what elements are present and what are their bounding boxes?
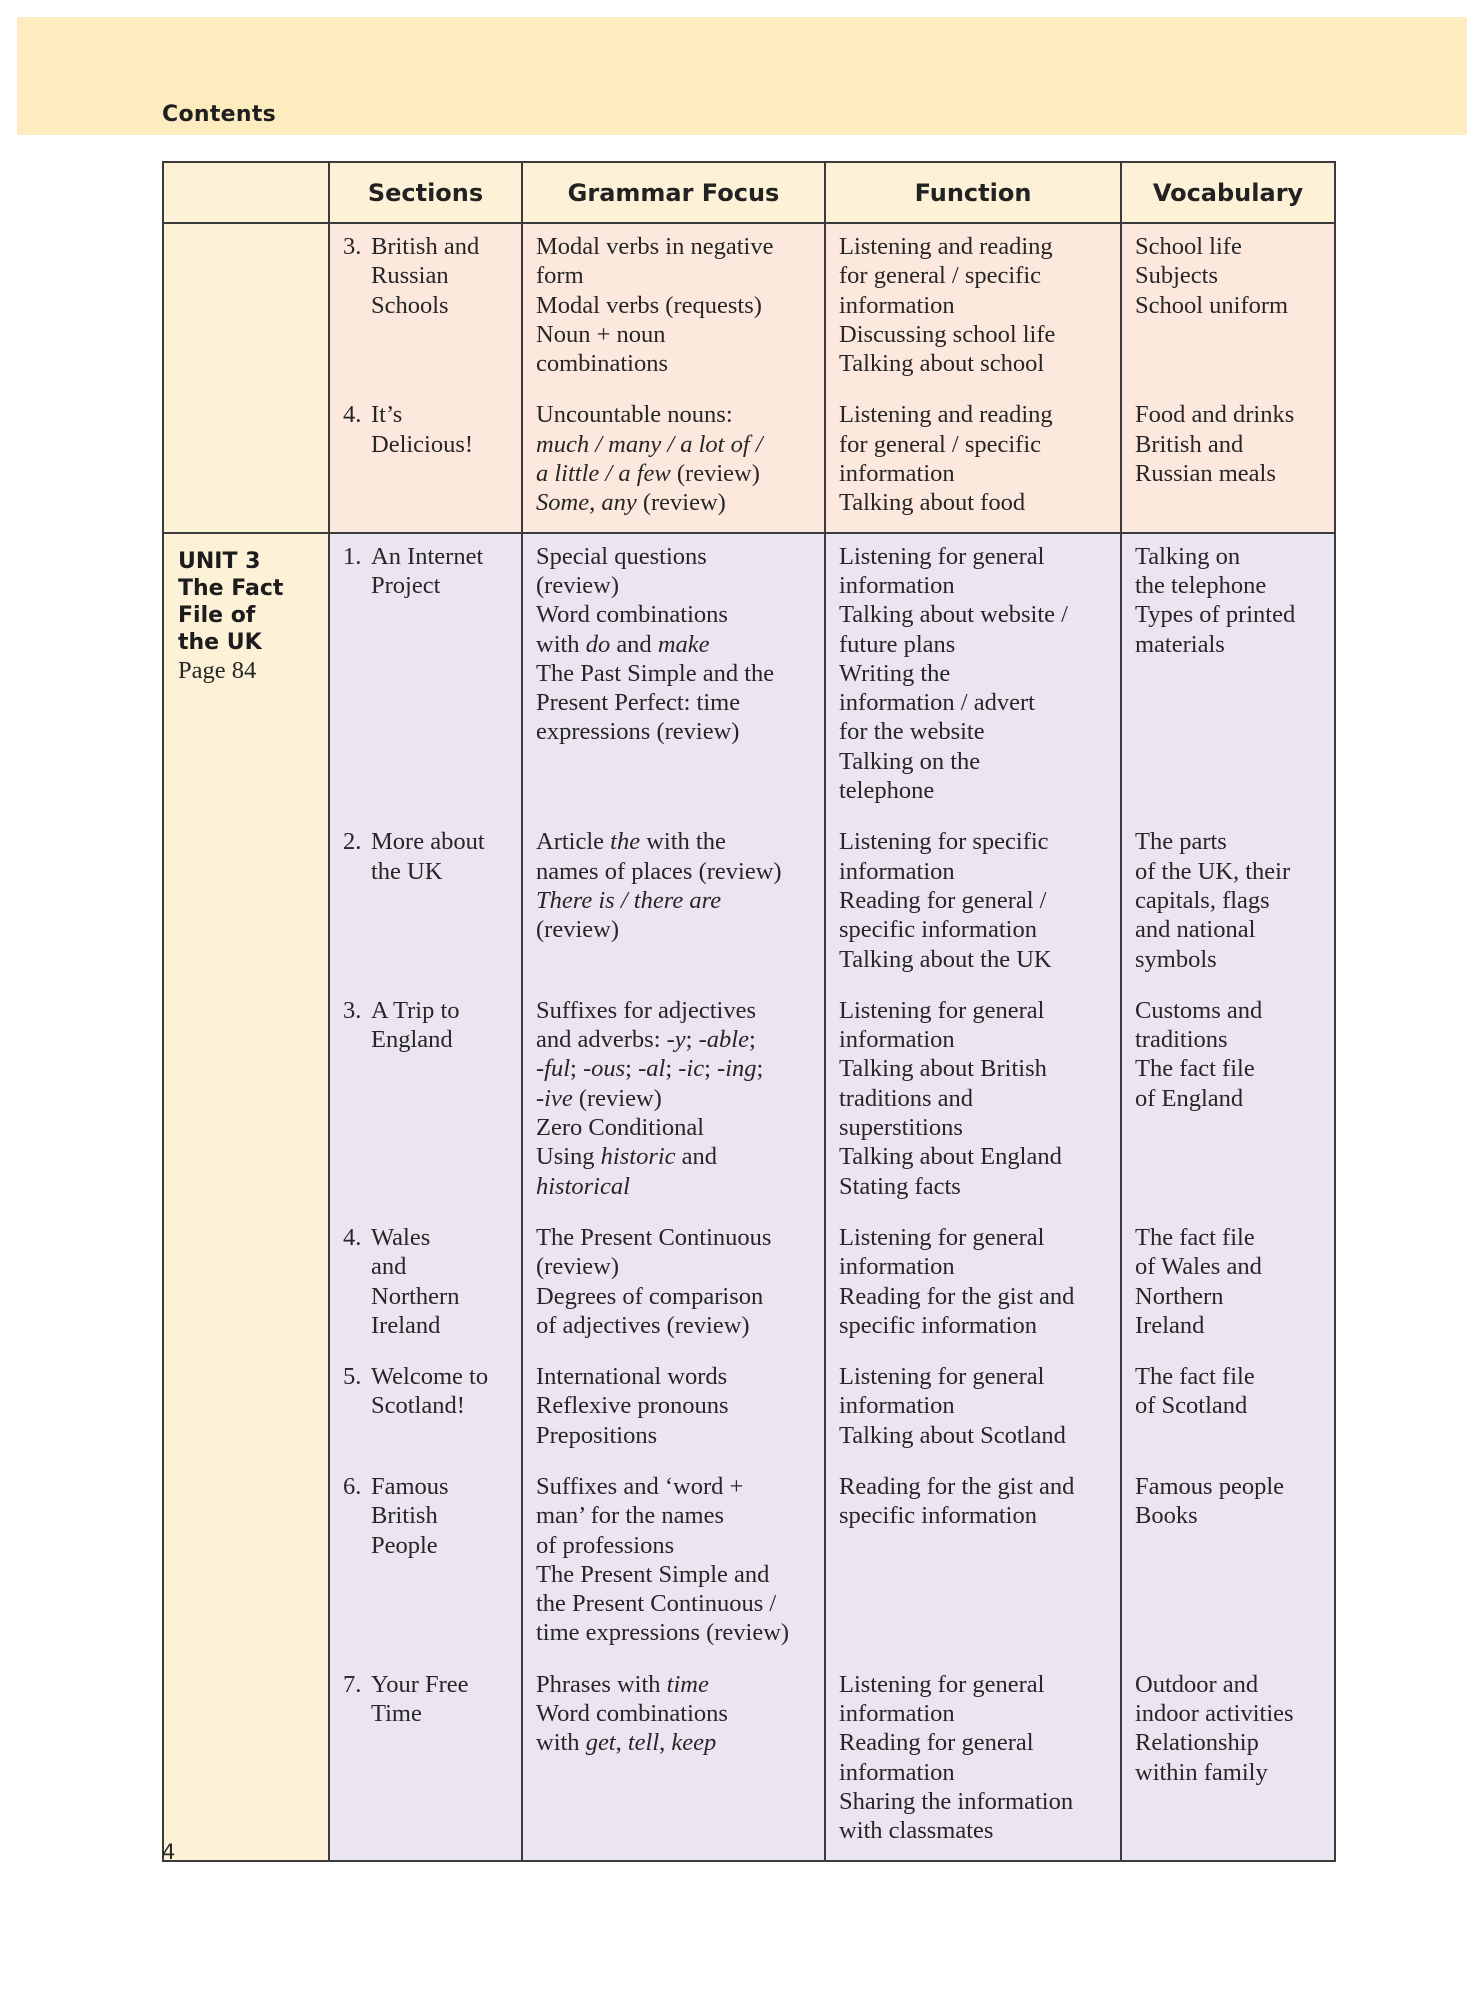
section-number: 4. <box>343 1223 362 1251</box>
function-line: Listening for general <box>839 1363 1045 1391</box>
grammar-line: the Present Continuous / <box>536 1590 777 1618</box>
section-title-line: Famous <box>371 1472 449 1500</box>
function-line: information <box>839 571 955 599</box>
vocabulary-line: of the UK, their <box>1135 857 1291 885</box>
grammar-line: combinations <box>536 350 669 378</box>
function-cell <box>825 819 1121 987</box>
function-cell <box>825 1354 1121 1464</box>
grammar-line: time expressions (review) <box>536 1619 790 1647</box>
section-title <box>371 1472 521 1560</box>
function-line: Listening for general <box>839 996 1045 1024</box>
function-line: Talking about school <box>839 350 1045 378</box>
grammar-line: man’ for the names <box>536 1502 724 1530</box>
vocabulary-line: The fact file <box>1135 1055 1255 1083</box>
function-line: specific information <box>839 1502 1037 1530</box>
grammar-line: Degrees of comparison <box>536 1282 764 1310</box>
function-line: for general / specific <box>839 430 1042 458</box>
grammar-line: Modal verbs (requests) <box>536 291 762 319</box>
function-line: Listening and reading <box>839 233 1053 260</box>
section-number: 5. <box>343 1363 362 1391</box>
table-row <box>163 819 1335 987</box>
vocabulary-cell <box>1121 1662 1335 1861</box>
vocabulary-cell <box>1121 1354 1335 1464</box>
grammar-line: with do and make <box>536 630 710 658</box>
section-title-line: Welcome to <box>371 1363 489 1391</box>
function-line: Stating facts <box>839 1172 961 1200</box>
grammar-line: There is / there are <box>536 886 722 914</box>
grammar-line: of professions <box>536 1531 675 1559</box>
function-line: specific information <box>839 1311 1037 1339</box>
grammar-line: a little / a few (review) <box>536 460 760 488</box>
grammar-line: -ful; -ous; -al; -ic; -ing; <box>536 1055 764 1083</box>
grammar-line: Word combinations <box>536 1700 728 1728</box>
section-title-line: Time <box>371 1700 422 1728</box>
function-line: information <box>839 291 955 319</box>
function-line: Reading for the gist and <box>839 1282 1075 1310</box>
function-line: information <box>839 1026 955 1054</box>
grammar-cell <box>522 819 825 987</box>
function-line: information <box>839 1700 955 1728</box>
function-line: for general / specific <box>839 262 1042 290</box>
section-cell <box>329 1662 522 1861</box>
section-cell <box>329 1354 522 1464</box>
section-title <box>371 827 521 886</box>
section-title <box>371 996 521 1055</box>
vocabulary-line: Outdoor and <box>1135 1670 1259 1698</box>
unit-cell-empty <box>163 223 329 533</box>
vocabulary-line: of Scotland <box>1135 1392 1248 1420</box>
function-cell <box>825 533 1121 820</box>
grammar-cell <box>522 1662 825 1861</box>
vocabulary-line: Ireland <box>1135 1311 1205 1339</box>
section-title-line: Your Free <box>371 1670 469 1698</box>
function-line: Talking about Scotland <box>839 1421 1066 1449</box>
function-line: Discussing school life <box>839 320 1056 348</box>
vocabulary-line: Food and drinks <box>1135 401 1295 429</box>
section-cell <box>329 1464 522 1662</box>
section-title-line: An Internet <box>371 542 484 570</box>
section-title-line: British and <box>371 233 480 260</box>
vocabulary-line: Subjects <box>1135 262 1219 290</box>
vocabulary-line: of England <box>1135 1084 1244 1112</box>
grammar-cell <box>522 988 825 1215</box>
vocabulary-cell <box>1121 988 1335 1215</box>
grammar-cell <box>522 533 825 820</box>
vocabulary-line: within family <box>1135 1758 1268 1786</box>
section-number: 7. <box>343 1670 362 1698</box>
function-line: Writing the <box>839 659 951 687</box>
column-header-vocabulary: Vocabulary <box>1121 162 1335 223</box>
vocabulary-cell <box>1121 1464 1335 1662</box>
function-line: for the website <box>839 718 985 746</box>
unit-title-line: The Fact <box>178 575 284 601</box>
grammar-line: Article the with the <box>536 828 726 856</box>
function-line: with classmates <box>839 1817 994 1845</box>
function-line: information <box>839 460 955 488</box>
grammar-line: expressions (review) <box>536 718 740 746</box>
grammar-cell <box>522 1215 825 1354</box>
table-header-row <box>163 162 1335 223</box>
vocabulary-line: Famous people <box>1135 1472 1285 1500</box>
section-title <box>371 542 521 601</box>
section-title-line: Northern <box>371 1282 460 1310</box>
vocabulary-line: Northern <box>1135 1282 1224 1310</box>
vocabulary-cell <box>1121 533 1335 820</box>
grammar-line: Noun + noun <box>536 320 666 348</box>
vocabulary-cell <box>1121 392 1335 532</box>
contents-table <box>162 161 1336 1862</box>
function-line: information <box>839 857 955 885</box>
section-title-line: England <box>371 1026 453 1054</box>
unit-title-line: the UK <box>178 629 262 655</box>
table-row <box>163 533 1335 820</box>
grammar-line: The Present Simple and <box>536 1560 770 1588</box>
grammar-line: Zero Conditional <box>536 1114 705 1142</box>
section-title-line: British <box>371 1502 438 1530</box>
section-title-line: More about <box>371 828 485 856</box>
section-title-line: Project <box>371 571 441 599</box>
section-title-line: It’s <box>371 401 403 429</box>
function-line: Listening for general <box>839 1670 1045 1698</box>
table-row <box>163 1464 1335 1662</box>
section-title <box>371 1362 521 1421</box>
grammar-line: with get, tell, keep <box>536 1729 717 1757</box>
section-cell <box>329 988 522 1215</box>
table-row <box>163 392 1335 532</box>
function-cell <box>825 988 1121 1215</box>
page-number: 4 <box>162 1840 176 1864</box>
vocabulary-line: The fact file <box>1135 1223 1255 1251</box>
section-title-line: Schools <box>371 291 449 319</box>
function-line: telephone <box>839 777 935 805</box>
function-cell <box>825 1215 1121 1354</box>
grammar-line: Suffixes for adjectives <box>536 996 756 1024</box>
section-title-line: People <box>371 1531 438 1559</box>
grammar-line: of adjectives (review) <box>536 1311 750 1339</box>
grammar-cell <box>522 1464 825 1662</box>
function-line: Reading for general / <box>839 886 1047 914</box>
grammar-line: form <box>536 262 584 290</box>
section-title-line: Delicious! <box>371 430 474 458</box>
table-row <box>163 1215 1335 1354</box>
grammar-line: Some, any (review) <box>536 489 726 517</box>
column-header-grammar: Grammar Focus <box>522 162 825 223</box>
grammar-line: much / many / a lot of / <box>536 430 763 458</box>
grammar-line: Modal verbs in negative <box>536 233 774 260</box>
unit-cell <box>163 533 329 1861</box>
function-line: information <box>839 1758 955 1786</box>
grammar-line: Suffixes and ‘word + <box>536 1472 744 1500</box>
page-title: Contents <box>162 102 277 127</box>
table-row <box>163 1662 1335 1861</box>
section-cell <box>329 819 522 987</box>
vocabulary-line: The parts <box>1135 828 1227 856</box>
section-number: 4. <box>343 401 362 429</box>
table-row <box>163 1354 1335 1464</box>
section-title-line: A Trip to <box>371 996 460 1024</box>
grammar-cell <box>522 1354 825 1464</box>
vocabulary-line: Talking on <box>1135 542 1241 570</box>
unit-page-ref: Page 84 <box>178 656 257 684</box>
unit-title-line: File of <box>178 602 256 628</box>
vocabulary-line: British and <box>1135 430 1244 458</box>
vocabulary-line: The fact file <box>1135 1363 1255 1391</box>
function-line: Talking about website / <box>839 601 1068 629</box>
section-title-line: Ireland <box>371 1311 441 1339</box>
grammar-line: Phrases with time <box>536 1670 709 1698</box>
vocabulary-line: traditions <box>1135 1026 1228 1054</box>
function-line: traditions and <box>839 1084 974 1112</box>
vocabulary-line: symbols <box>1135 945 1217 973</box>
function-line: Talking on the <box>839 747 981 775</box>
function-cell <box>825 223 1121 392</box>
section-title <box>371 1670 521 1729</box>
grammar-line: and adverbs: -y; -able; <box>536 1026 756 1054</box>
section-number: 2. <box>343 828 362 856</box>
section-title-line: and <box>371 1253 407 1281</box>
vocabulary-line: School life <box>1135 233 1242 260</box>
column-header-sections: Sections <box>329 162 522 223</box>
function-line: future plans <box>839 630 956 658</box>
grammar-line: -ive (review) <box>536 1084 662 1112</box>
vocabulary-line: School uniform <box>1135 291 1289 319</box>
unit-label: UNIT 3 <box>178 548 261 574</box>
section-number: 3. <box>343 996 362 1024</box>
vocabulary-line: Books <box>1135 1502 1198 1530</box>
grammar-line: The Past Simple and the <box>536 659 775 687</box>
function-line: superstitions <box>839 1114 963 1142</box>
vocabulary-line: and national <box>1135 916 1256 944</box>
grammar-line: (review) <box>536 1253 619 1281</box>
function-line: information <box>839 1392 955 1420</box>
grammar-cell <box>522 392 825 532</box>
vocabulary-line: Relationship <box>1135 1729 1259 1757</box>
table-row <box>163 988 1335 1215</box>
vocabulary-line: the telephone <box>1135 571 1267 599</box>
function-line: Listening for general <box>839 542 1045 570</box>
vocabulary-line: of Wales and <box>1135 1253 1262 1281</box>
grammar-line: historical <box>536 1172 630 1200</box>
section-title-line: the UK <box>371 857 443 885</box>
grammar-line: (review) <box>536 571 619 599</box>
table-row <box>163 223 1335 392</box>
section-cell <box>329 1215 522 1354</box>
function-line: Listening for general <box>839 1223 1045 1251</box>
function-line: Sharing the information <box>839 1787 1074 1815</box>
vocabulary-line: materials <box>1135 630 1225 658</box>
section-title-line: Wales <box>371 1223 431 1251</box>
grammar-line: Uncountable nouns: <box>536 401 733 429</box>
section-number: 6. <box>343 1472 362 1500</box>
grammar-line: International words <box>536 1363 728 1391</box>
function-line: Listening and reading <box>839 401 1053 429</box>
vocabulary-line: Types of printed <box>1135 601 1296 629</box>
function-line: Reading for the gist and <box>839 1472 1075 1500</box>
vocabulary-cell <box>1121 223 1335 392</box>
grammar-cell <box>522 223 825 392</box>
section-title-line: Scotland! <box>371 1392 465 1420</box>
vocabulary-cell <box>1121 1215 1335 1354</box>
grammar-line: The Present Continuous <box>536 1223 772 1251</box>
function-cell <box>825 392 1121 532</box>
function-line: information <box>839 1253 955 1281</box>
function-cell <box>825 1464 1121 1662</box>
section-cell <box>329 533 522 820</box>
function-line: Listening for specific <box>839 828 1049 856</box>
grammar-line: names of places (review) <box>536 857 782 885</box>
vocabulary-line: indoor activities <box>1135 1700 1294 1728</box>
vocabulary-cell <box>1121 819 1335 987</box>
grammar-line: Using historic and <box>536 1143 718 1171</box>
vocabulary-line: Russian meals <box>1135 460 1276 488</box>
section-cell <box>329 223 522 392</box>
section-title <box>371 400 521 459</box>
vocabulary-line: capitals, flags <box>1135 886 1270 914</box>
section-number: 3. <box>343 233 362 260</box>
column-header-function: Function <box>825 162 1121 223</box>
grammar-line: Present Perfect: time <box>536 689 741 717</box>
function-line: Talking about England <box>839 1143 1062 1171</box>
section-title <box>371 1223 521 1340</box>
vocabulary-line: Customs and <box>1135 996 1263 1024</box>
function-cell <box>825 1662 1121 1861</box>
section-title-line: Russian <box>371 262 449 290</box>
grammar-line: (review) <box>536 916 619 944</box>
column-header-unit <box>163 162 329 223</box>
grammar-line: Reflexive pronouns <box>536 1392 729 1420</box>
function-line: Talking about food <box>839 489 1026 517</box>
function-line: Reading for general <box>839 1729 1034 1757</box>
function-line: information / advert <box>839 689 1035 717</box>
grammar-line: Special questions <box>536 542 707 570</box>
function-line: specific information <box>839 916 1037 944</box>
function-line: Talking about the UK <box>839 945 1052 973</box>
section-cell <box>329 392 522 532</box>
grammar-line: Word combinations <box>536 601 728 629</box>
section-number: 1. <box>343 542 362 570</box>
grammar-line: Prepositions <box>536 1421 658 1449</box>
section-title <box>371 232 521 320</box>
function-line: Talking about British <box>839 1055 1047 1083</box>
